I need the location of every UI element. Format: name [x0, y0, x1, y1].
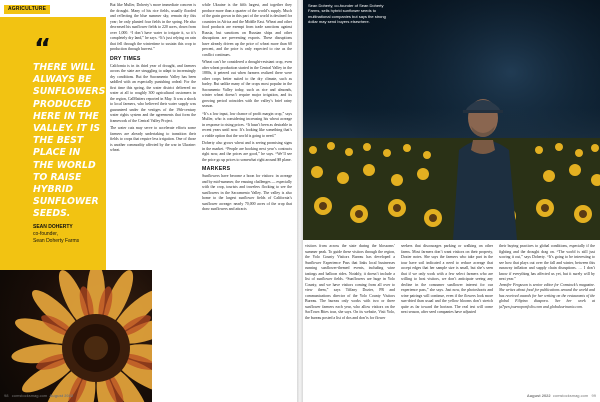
farmer-in-sunflower-field-photo: [303, 0, 600, 240]
paragraph: visitors from across the state during the blossoms’ summer peak. To guide these visitors through the region, the Yolo County Visitors Bureau has developed a Sunflower Experience Pass that links local businesses running sunflower-themed events, including wine tastings and balloon rides. Notably, it doesn’t include a list of sunflower fields. “Sunflowers are huge in Yolo County, and we have visitors coming from all over to view them,” says Tiffany Dozier, PR and communications director of the Yolo County Visitors Bureau. The bureau only works with two or three sunflower farmers each year, who allow visitors on the SacTown Bites tour, she says. On its website, Visit Yolo, the bureau posted a list of dos and don’ts for flower: [305, 244, 395, 320]
right-page: [303, 0, 600, 402]
paragraph: while Ukraine is the fifth largest, and together they produce more than a quarter of the world’s supply. Much of the grain grown in this part of the world is destined for countries in Africa and the Middle East. Wheat and other food products are exempt from trade sanctions against Russia, but sanctions on Russian ships and other disruptions are preventing exports. These disruptions have already driven up the price of wheat more than 60 percent, and the price is only expected to rise as the conflict continues.: [202, 3, 292, 57]
left-page: [0, 0, 297, 402]
paragraph: But like Muller, Doherty’s more immediate concern is the drought. Many of his rice fields, usually flooded and reflecting the blue summer sky, remain dry this year; he only planted four fields in the spring. He also decreased his sunflower fields to 220 acres, down from over 1,000. “I don’t have water to irrigate it, so it’s completely dry land,” he says. “It’s just relying on rain that fell through the wintertime to sustain this crop to production through harvest.”: [110, 3, 196, 51]
sunflower-closeup-photo: [0, 270, 152, 402]
quote-mark-icon: “: [34, 34, 49, 64]
pull-quote: THERE WILL ALWAYS BE SUNFLOWERS PRODUCED HERE IN THE VALLEY. IT IS THE BEST PLACE IN THE WORLD TO RAISE HYBRID SUNFLOWER SEEDS.: [33, 62, 106, 220]
article-column-1: [110, 3, 196, 265]
pull-quote-attribution: [33, 224, 103, 245]
section-label: AGRICULTURE: [4, 5, 50, 14]
paragraph: The water cuts may serve to accelerate efforts some farmers are already undertaking to transition their fields to crops that require less irrigation. One of those is another commodity affected by the war in Ukraine: wheat.: [110, 126, 196, 152]
footer-issue: August 2022: [526, 393, 551, 398]
paragraph: “It’s a low input, low chance of profit margin crop,” says Muller, who is considering increasing his wheat acreage in response to rising prices. “It hasn’t been as desirable in recent years until now. It’s looking like something that’s a viable option that the world is going to need.”: [202, 111, 292, 138]
footer-site: comstocksmag.com: [552, 393, 589, 398]
paragraph: Doherty also grows wheat and is seeing promising signs in the market. “People are booking next year’s contracts right now, and the prices are good,” he says. “We’ll see the price go up prices to somewhat right around $8 plane.: [202, 141, 292, 162]
paragraph: Wheat can’t be considered a drought-resistant crop, even after wheat production started in the Central Valley in the 1880s, it petered out when farmers realized there were other crops better suited to the dry climate, such as barley. But unlike many of the crops most popular in the Sacramento Valley today, such as rice and almonds, winter wheat doesn’t require major irrigation, and its growing period coincides with the valley’s brief rainy season.: [202, 60, 292, 108]
footer-issue: August 2022: [49, 393, 74, 398]
attribution-title: co-founder,: [33, 231, 59, 237]
page-number: 98: [4, 393, 9, 398]
left-footer: [4, 393, 73, 399]
paragraph: Sunflowers have become a boon for visitors: in acreage and by mid-summer, the ensuing challenges — especially with the crop, tourists and travelers flocking to see the sunflowers in the Sacramento Valley. The valley is also home to the largest sunflower fields of California’s sunflower acreage: nearly 70,000 acres of the crop that draw sunflowers and attracts: [202, 174, 292, 211]
attribution-org: Sean Doherty Farms: [33, 238, 80, 244]
photo-caption: Sean Doherty, co-founder of Sean Doherty Farms, sells hybrid sunflower seeds to multinational companies but says the strong dollar may send buyers elsewhere.: [308, 3, 386, 24]
page-number: 99: [591, 393, 596, 398]
article-column-3: [499, 244, 595, 394]
sunflower-illustration: [0, 270, 152, 402]
article-column-2: [401, 244, 493, 394]
subheading-dry-times: DRY TIMES: [110, 55, 141, 62]
paragraph: their buying practices to global conditions, especially if the fighting and the drought drag on. “The world is still just scoring it out,” says Doherty. “It’s going to be interesting to see how that plays out over the fall and winter, between this runaway inflation and supply chain disruptions. … I don’t know if everything has affected us yet, but it surely will by next year.”: [499, 244, 595, 281]
paragraph: seekers that discourages parking or walking on other farms. Most farmers don’t want visitors on their property, Dozier notes. She says the farmers who take part in the tour have soil indicated a need to reduce acreage that accept edges that her sample size is small, but she’s seen that if we only work with a few select farmers who are willing to host visitors, we don’t anticipate seeing any decline in the consumer sunflower interest for our experience pass,” she says. Just now, the photoshoots and wine pairings will continue, even if the flowers look more sun-dried than usual and the yellow blooms don’t stretch quite as far toward the horizon. The real test will come next season, after seed companies have adjusted: [401, 244, 493, 314]
attribution-name: SEAN DOHERTY: [33, 224, 73, 230]
article-column-1: [305, 244, 395, 394]
subheading: MARKERS: [202, 166, 231, 172]
photo-illustration: [303, 0, 600, 240]
paragraph: California is in its third year of drought, and farmers across the state are struggling to adapt to increasingly dry conditions. But the Sacramento Valley has been saddled with an especially punishing ordeal: For the first time this spring, the water district delivered no water at all to roughly 300 agricultural customers in the region, CalMatters reported in May. It was a shock to local farmers, who believed their water supply was guaranteed under the vestiges of the 19th-century water rights system and the agreements that form the framework of the Central Valley Project.: [110, 63, 196, 123]
author-bio: Jennifer Ferguson is senior editor for Comstock’s magazine. She writes about food for publications around the world and has received awards for her writing on the restaurants of the global Filipino diaspora. See her work at ja7pen.journoportfolio.com and globalcurinaria.com.: [499, 282, 595, 309]
right-footer: [527, 393, 596, 399]
footer-site: comstocksmag.com: [11, 393, 48, 398]
article-column-2: [202, 3, 292, 395]
